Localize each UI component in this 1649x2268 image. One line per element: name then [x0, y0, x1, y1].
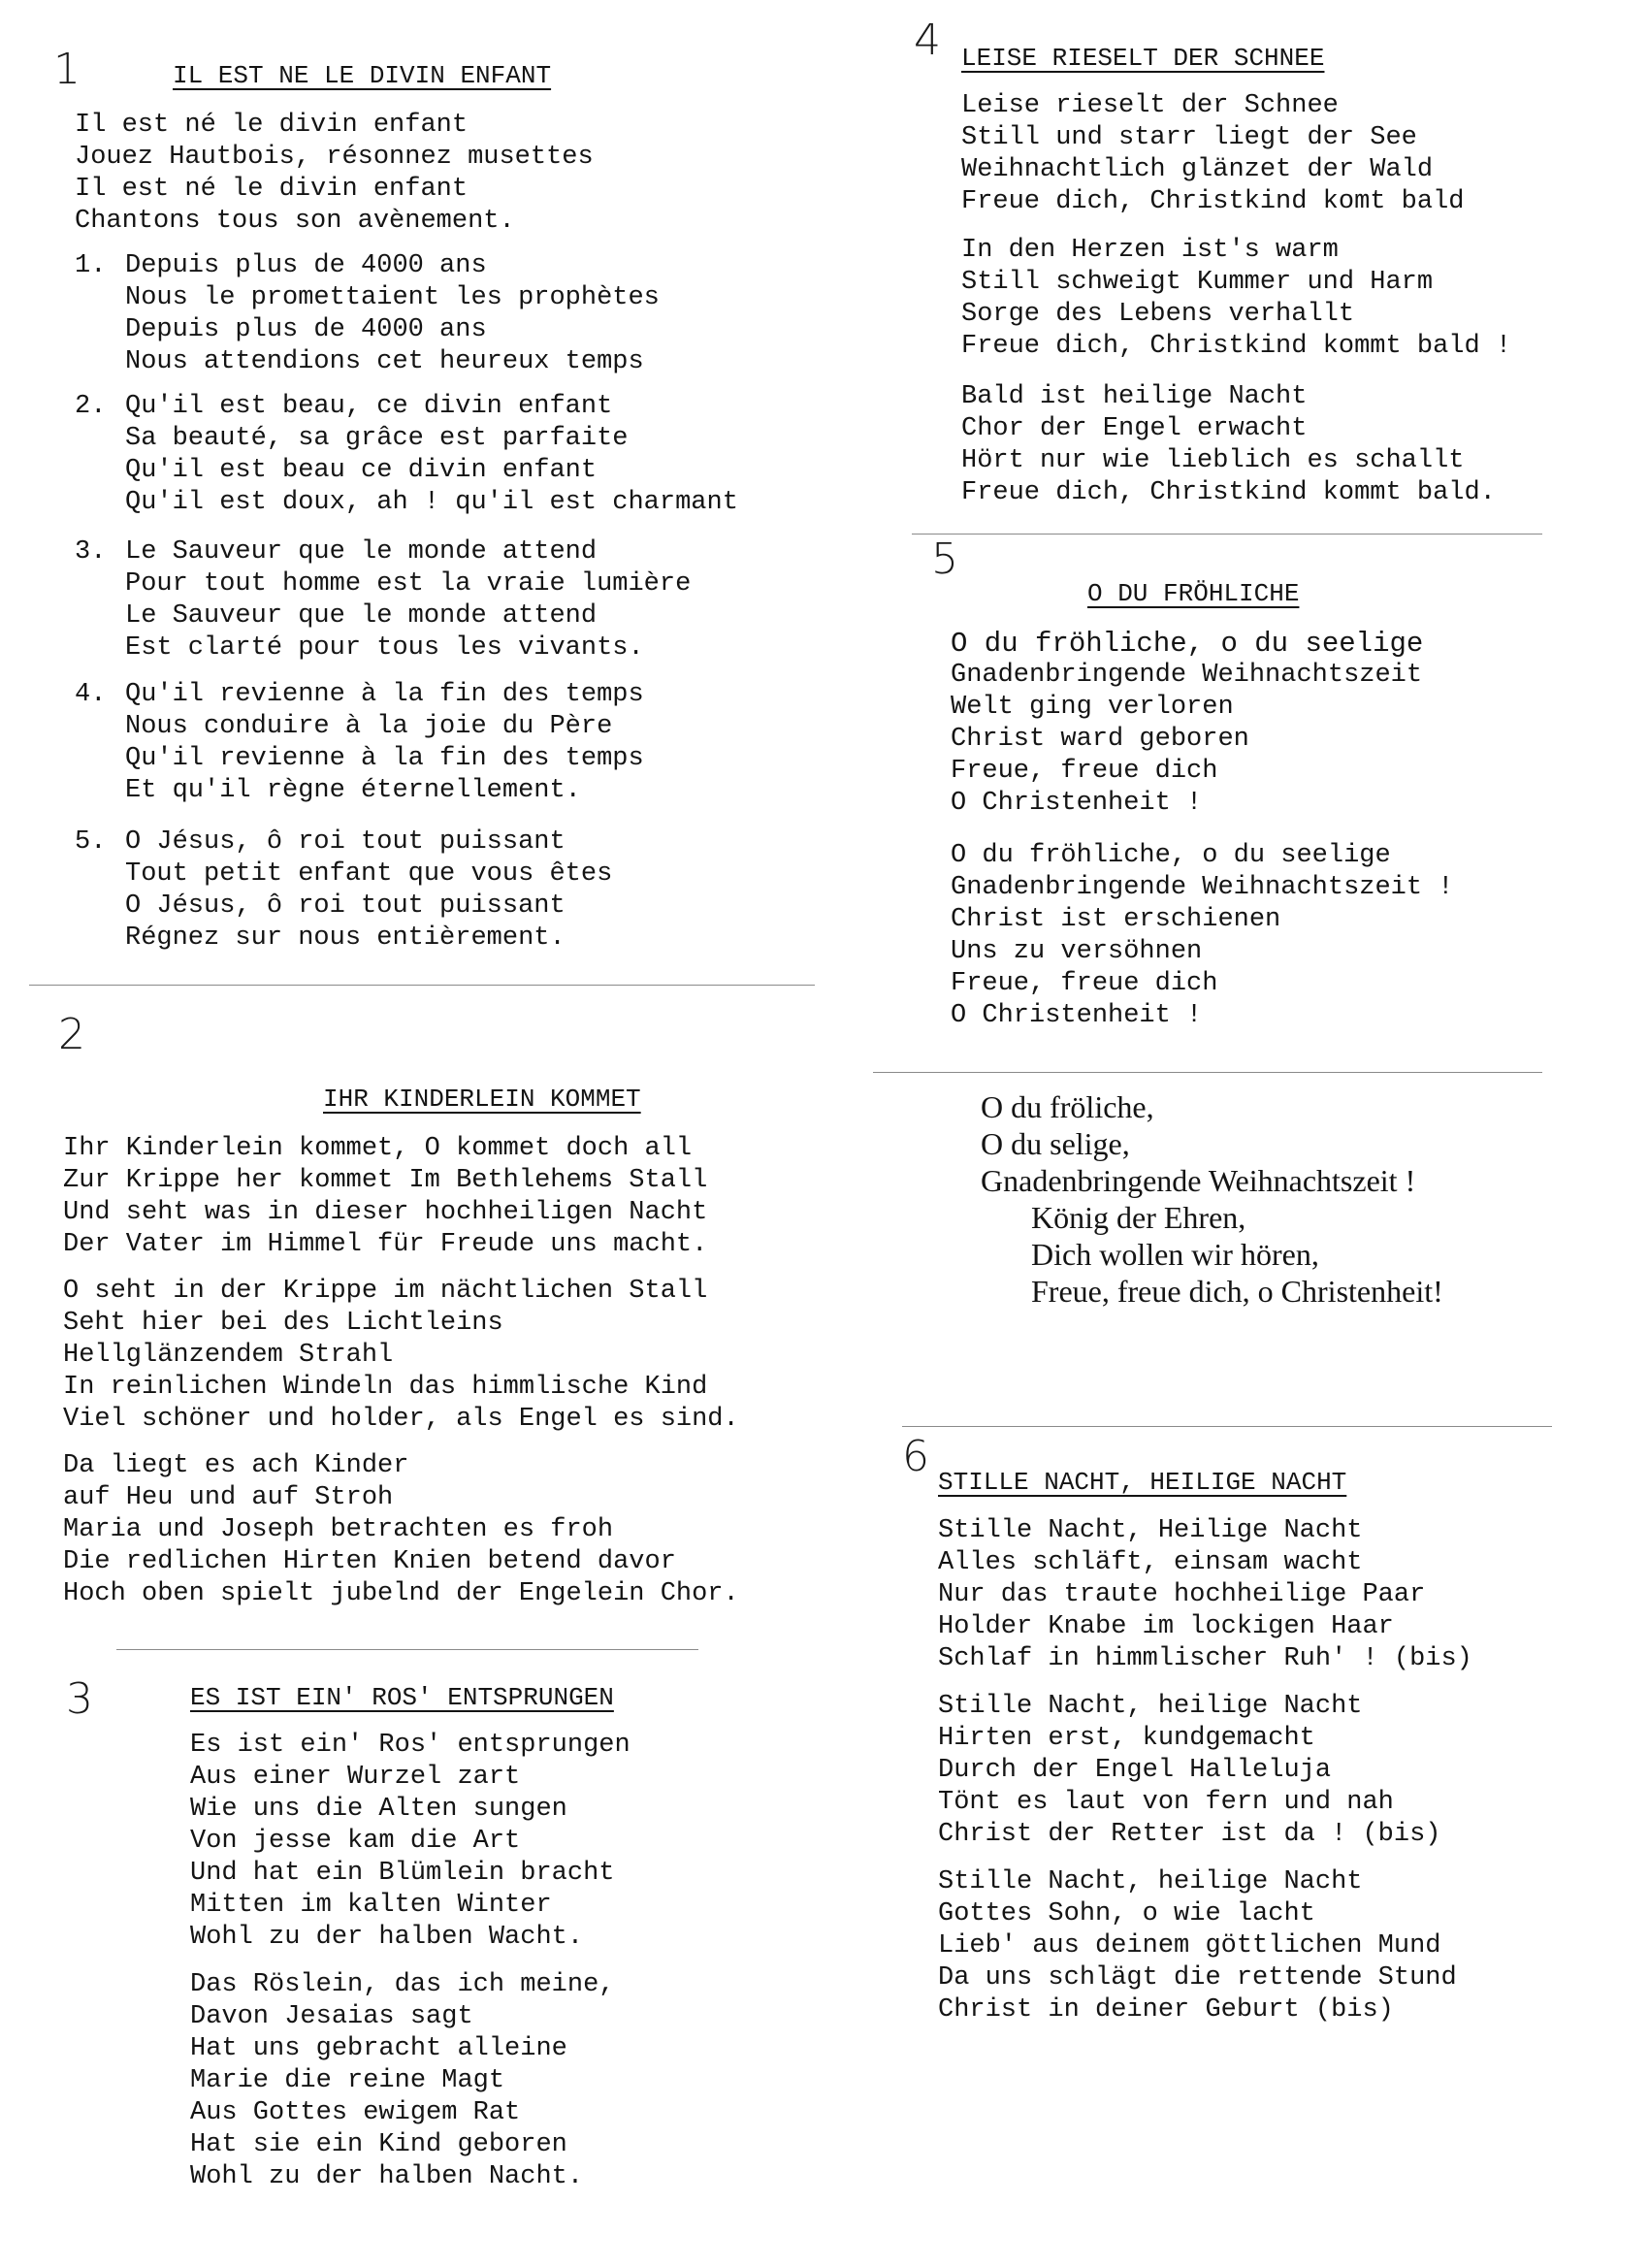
- lyric-line: Da liegt es ach Kinder: [63, 1451, 409, 1480]
- lyric-line: Uns zu versöhnen: [951, 937, 1203, 966]
- verse: [75, 250, 660, 378]
- lyric-line: Dich wollen wir hören,: [1031, 1237, 1319, 1272]
- lyric-line: Depuis plus de 4000 ans: [125, 315, 487, 344]
- lyric-line: Le Sauveur que le monde attend: [125, 537, 598, 567]
- lyric-line: Régnez sur nous entièrement.: [125, 923, 566, 953]
- lyric-line: Leise rieselt der Schnee: [961, 91, 1339, 120]
- lyric-line: Still schweigt Kummer und Harm: [961, 268, 1434, 297]
- song-number: 4: [914, 16, 941, 65]
- verse: [75, 536, 691, 664]
- lyric-line: Weihnachtlich glänzet der Wald: [961, 155, 1434, 184]
- lyric-line: Qu'il revienne à la fin des temps: [125, 680, 644, 709]
- lyric-line: Ihr Kinderlein kommet, O kommet doch all: [63, 1134, 693, 1163]
- verse-number: 4.: [75, 680, 107, 709]
- lyric-line: Wohl zu der halben Wacht.: [190, 1923, 584, 1952]
- verse-number: 5.: [75, 827, 107, 857]
- lyric-line: Freue dich, Christkind komt bald: [961, 187, 1465, 216]
- lyric-line: O du selige,: [981, 1126, 1130, 1161]
- lyric-line: Holder Knabe im lockigen Haar: [938, 1612, 1394, 1641]
- lyric-line: Qu'il revienne à la fin des temps: [125, 744, 644, 773]
- song-title: IL EST NE LE DIVIN ENFANT: [173, 61, 552, 90]
- lyric-line: Christ in deiner Geburt (bis): [938, 1995, 1394, 2025]
- lyric-line: Und hat ein Blümlein bracht: [190, 1859, 615, 1888]
- verse: [75, 391, 738, 519]
- stanza: [63, 1276, 739, 1436]
- verse: [75, 826, 612, 955]
- lyric-line: Il est né le divin enfant: [75, 175, 469, 204]
- lyric-line: Von jesse kam die Art: [190, 1827, 521, 1856]
- lyric-line: Freue, freue dich: [951, 757, 1218, 786]
- song-title: STILLE NACHT, HEILIGE NACHT: [938, 1468, 1347, 1497]
- lyric-line: Gottes Sohn, o wie lacht: [938, 1899, 1315, 1928]
- lyric-line: Bald ist heilige Nacht: [961, 382, 1308, 411]
- lyric-line: O Jésus, ô roi tout puissant: [125, 891, 566, 921]
- lyric-line: Gnadenbringende Weihnachtszeit !: [981, 1163, 1416, 1198]
- lyric-line: Tönt es laut von fern und nah: [938, 1788, 1394, 1817]
- lyric-line: Qu'il est beau, ce divin enfant: [125, 392, 613, 421]
- lyric-line: Il est né le divin enfant: [75, 111, 469, 140]
- stanza: [951, 840, 1453, 1032]
- lyric-line: Mitten im kalten Winter: [190, 1891, 552, 1920]
- lyric-line: Freue dich, Christkind kommt bald.: [961, 478, 1496, 507]
- stanza: [938, 1515, 1472, 1675]
- lyric-line: Qu'il est doux, ah ! qu'il est charmant: [125, 488, 738, 517]
- lyric-line: O du fröliche,: [981, 1089, 1154, 1124]
- lyric-line: Welt ging verloren: [951, 693, 1234, 722]
- lyric-line: In den Herzen ist's warm: [961, 236, 1339, 265]
- song-number: 5: [931, 535, 958, 584]
- lyric-line: Chantons tous son avènement.: [75, 207, 515, 236]
- lyric-line: Pour tout homme est la vraie lumière: [125, 569, 692, 599]
- lyric-line: Stille Nacht, Heilige Nacht: [938, 1516, 1363, 1545]
- alt-stanza: [981, 1088, 1443, 1310]
- lyric-line: O Christenheit !: [951, 789, 1203, 818]
- song-title: O DU FRÖHLICHE: [1087, 579, 1300, 608]
- lyric-line: Hellglänzendem Strahl: [63, 1341, 394, 1370]
- song-number: 3: [66, 1674, 93, 1724]
- lyric-line: Seht hier bei des Lichtleins: [63, 1309, 503, 1338]
- song-number: 2: [58, 1010, 85, 1059]
- lyric-line: Qu'il est beau ce divin enfant: [125, 456, 598, 485]
- song-title: IHR KINDERLEIN KOMMET: [323, 1085, 641, 1114]
- lyric-line: Gnadenbringende Weihnachtszeit !: [951, 873, 1454, 902]
- lyric-line: Hat sie ein Kind geboren: [190, 2130, 567, 2159]
- lyric-line: O du fröhliche, o du seelige: [951, 628, 1424, 660]
- lyric-line: O du fröhliche, o du seelige: [951, 841, 1391, 870]
- lyric-line: Christ ward geboren: [951, 725, 1249, 754]
- lyric-line: Der Vater im Himmel für Freude uns macht.: [63, 1230, 708, 1259]
- stanza: [63, 1133, 707, 1261]
- lyric-line: Das Röslein, das ich meine,: [190, 1970, 615, 1999]
- separator-rule: [912, 534, 1542, 535]
- lyric-line: Davon Jesaias sagt: [190, 2002, 473, 2031]
- lyric-line: Est clarté pour tous les vivants.: [125, 633, 644, 663]
- lyric-line: O Christenheit !: [951, 1001, 1203, 1030]
- lyric-line: König der Ehren,: [1031, 1200, 1246, 1235]
- lyric-line: Still und starr liegt der See: [961, 123, 1417, 152]
- lyric-line: Viel schöner und holder, als Engel es sind.: [63, 1405, 739, 1434]
- verse-number: 2.: [75, 392, 107, 421]
- lyric-line: Schlaf in himmlischer Ruh' ! (bis): [938, 1644, 1472, 1673]
- lyric-line: Aus einer Wurzel zart: [190, 1763, 521, 1792]
- lyric-line: Hat uns gebracht alleine: [190, 2034, 567, 2063]
- stanza: [63, 1450, 739, 1610]
- stanza: [190, 1730, 630, 1954]
- lyric-line: Sorge des Lebens verhallt: [961, 300, 1355, 329]
- lyric-line: Hirten erst, kundgemacht: [938, 1724, 1315, 1753]
- lyric-line: Et qu'il règne éternellement.: [125, 776, 581, 805]
- separator-rule: [902, 1426, 1552, 1427]
- lyric-line: Chor der Engel erwacht: [961, 414, 1308, 443]
- lyric-line: Alles schläft, einsam wacht: [938, 1548, 1363, 1577]
- lyric-line: Da uns schlägt die rettende Stund: [938, 1963, 1457, 1993]
- stanza: [190, 1969, 614, 2193]
- separator-rule: [873, 1072, 1542, 1073]
- lyric-line: Die redlichen Hirten Knien betend davor: [63, 1547, 676, 1576]
- lyric-line: In reinlichen Windeln das himmlische Kind: [63, 1373, 708, 1402]
- lyric-line: Maria und Joseph betrachten es froh: [63, 1515, 614, 1544]
- stanza: [938, 1691, 1440, 1851]
- stanza: [938, 1866, 1457, 2026]
- stanza: [961, 90, 1464, 218]
- lyric-line: Lieb' aus deinem göttlichen Mund: [938, 1931, 1441, 1960]
- verse-number: 3.: [75, 537, 107, 567]
- stanza: [961, 381, 1496, 509]
- song-title: LEISE RIESELT DER SCHNEE: [961, 44, 1325, 73]
- lyric-line: Gnadenbringende Weihnachtszeit: [951, 661, 1423, 690]
- lyric-line: Depuis plus de 4000 ans: [125, 251, 487, 280]
- lyric-line: Nous conduire à la joie du Père: [125, 712, 613, 741]
- lyric-line: Wie uns die Alten sungen: [190, 1795, 567, 1824]
- lyric-line: Le Sauveur que le monde attend: [125, 601, 598, 631]
- lyric-line: Nous le promettaient les prophètes: [125, 283, 660, 312]
- lyric-line: Und seht was in dieser hochheiligen Nacht: [63, 1198, 708, 1227]
- lyric-line: Jouez Hautbois, résonnez musettes: [75, 143, 594, 172]
- lyric-line: Freue dich, Christkind kommt bald !: [961, 332, 1512, 361]
- lyric-line: Stille Nacht, heilige Nacht: [938, 1867, 1363, 1896]
- lyric-line: Tout petit enfant que vous êtes: [125, 859, 613, 889]
- song-number: 6: [902, 1432, 929, 1481]
- lyric-line: Christ der Retter ist da ! (bis): [938, 1820, 1441, 1849]
- lyric-line: O seht in der Krippe im nächtlichen Stall: [63, 1277, 708, 1306]
- lyric-line: Aus Gottes ewigem Rat: [190, 2098, 521, 2127]
- lyric-line: auf Heu und auf Stroh: [63, 1483, 394, 1512]
- lyric-line: Zur Krippe her kommet Im Bethlehems Stall: [63, 1166, 708, 1195]
- lyric-line: Nur das traute hochheilige Paar: [938, 1580, 1426, 1609]
- lyric-line: Wohl zu der halben Nacht.: [190, 2162, 584, 2191]
- lyric-line: Durch der Engel Halleluja: [938, 1756, 1332, 1785]
- separator-rule: [116, 1649, 698, 1650]
- lyric-line: Nous attendions cet heureux temps: [125, 347, 644, 376]
- verse-number: 1.: [75, 251, 107, 280]
- lyric-line: Freue, freue dich, o Christenheit!: [1031, 1274, 1443, 1309]
- lyric-line: Freue, freue dich: [951, 969, 1218, 998]
- lyric-line: Es ist ein' Ros' entsprungen: [190, 1731, 630, 1760]
- refrain: [75, 110, 594, 238]
- stanza: [961, 235, 1511, 363]
- lyric-line: O Jésus, ô roi tout puissant: [125, 827, 566, 857]
- verse: [75, 679, 644, 807]
- lyric-line: Stille Nacht, heilige Nacht: [938, 1692, 1363, 1721]
- lyric-line: Marie die reine Magt: [190, 2066, 505, 2095]
- lyric-line: Hoch oben spielt jubelnd der Engelein Chor.: [63, 1579, 739, 1608]
- separator-rule: [29, 985, 815, 986]
- lyric-line: Sa beauté, sa grâce est parfaite: [125, 424, 629, 453]
- lyric-line: Christ ist erschienen: [951, 905, 1281, 934]
- song-number: 1: [53, 45, 81, 94]
- song-title: ES IST EIN' ROS' ENTSPRUNGEN: [190, 1683, 614, 1712]
- stanza: [951, 628, 1423, 820]
- lyric-line: Hört nur wie lieblich es schallt: [961, 446, 1465, 475]
